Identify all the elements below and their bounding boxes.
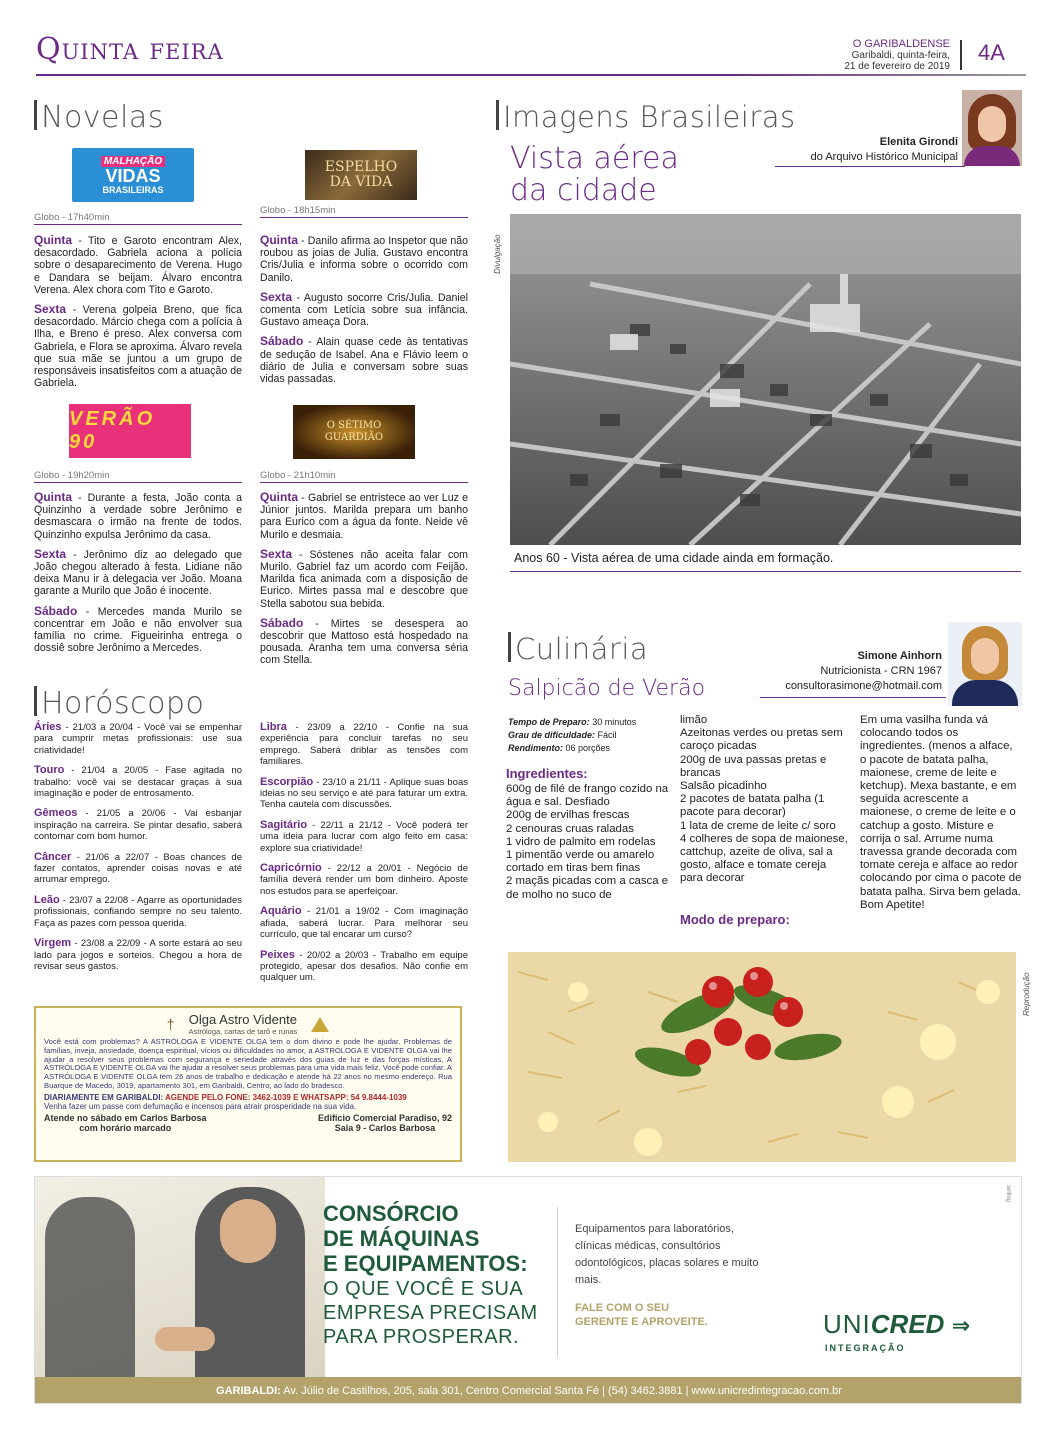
synopsis-entry: Sexta - Sóstenes não aceita falar com Murilo. Gabriel faz um acordo com Feijão. Marilda fica animada com a disposição de Eurico. Mirtes passa mal e descobre que Stella sabotou sua bebida. (260, 546, 468, 610)
synopsis-entry: Quinta - Durante a festa, João conta a Quinzinho a verdade sobre Jerônimo e desmascara o irmão na frente de todos. Quinzinho expulsa Jerônimo da casa. (34, 490, 242, 541)
dateline-1: Garibaldi, quinta-feira, (851, 50, 950, 61)
unicred-headline (323, 1201, 528, 1276)
headline-line-1: Vista aérea (510, 141, 679, 176)
horoscopo-title (34, 686, 204, 721)
author-name: Elenita Girondi (879, 136, 958, 148)
synopsis-entry: Quinta - Danilo afirma ao Inspetor que não roubou as joias de Julia. Gustavo encontra Cris/Julia e informa sobre o ocorrido com Danilo. (260, 233, 468, 284)
unicred-footer (35, 1377, 1022, 1404)
page-number: 4A (978, 40, 1005, 65)
show-time: Globo - 19h20min (34, 470, 242, 483)
imagens-title (496, 100, 796, 134)
olga-address-1: Edifício Comercial Paradiso, 92 (317, 1112, 452, 1123)
show-time: Globo - 17h40min (34, 212, 242, 225)
verao-logo-text: VERÃO 90 (69, 408, 156, 453)
unicred-footer-text: Av. Júlio de Castilhos, 205, sala 301, Centro Comercial Santa Fé | (54) 3462.3881 | www.unicredintegracao.com.br (280, 1385, 842, 1397)
horoscope-entry: Touro - 21/04 a 20/05 - Fase agitada no trabalho: você vai se destacar graças à sua imaginação e poder de entrosamento. (34, 764, 242, 800)
synopsis-entry: Sábado - Alain quase cede às tentativas de sedução de Isabel. Ana e Flávio leem o diário de Julia e conversam sobre suas vidas passadas. (260, 334, 468, 386)
synopsis-entry: Sábado - Mercedes manda Murilo se concentrar em João e não envolver sua família no crime. Figueirinha entrega o dossiê sobre Jerônimo a Mercedes. (34, 603, 242, 655)
headline-line: DE MÁQUINAS (323, 1226, 480, 1251)
headline-line-2: da cidade (510, 173, 657, 208)
show-time: Globo - 18h15min (260, 205, 468, 218)
novelas-title-text: Novelas (41, 100, 164, 135)
show-synopsis (34, 491, 242, 654)
ingredients-column-1 (506, 783, 672, 902)
preparo-paragraph: Em uma vasilha funda vá colocando todos os ingredientes. (menos a alface, o pacote de batata palha, maionese, creme de leite e ketchup). Mexa bastante, e em seguida acrescente a maionese, o creme de leite e o catchup a gosto. Misture e corrija o sal. Arrume numa travessa grande decorada com tomate cereja e alface ao redor colocando por cima o pacote de batata palha. Sirva bem gelada. Bom Apetite! (860, 714, 1022, 911)
saint-icon: † (166, 1016, 175, 1032)
ingredient: limão (680, 714, 708, 726)
photo-handshake (155, 1327, 215, 1351)
malhacao-logo (72, 148, 194, 202)
olga-ad-header (44, 1012, 452, 1036)
recipe-author-role: Nutricionista - CRN 1967 (820, 665, 942, 677)
espelho-logo-text: ESPELHO DA VIDA (324, 159, 398, 190)
title-bar (34, 686, 37, 716)
olga-ad-invite: Venha fazer um passe com defumação e incensos para atrair prosperidade na sua vida. (44, 1101, 357, 1111)
horoscope-entry: Áries - 21/03 a 20/04 - Você vai se empenhar para cumprir metas profissionais: use sua criatividade! (34, 721, 242, 756)
olga-ad-body: Você está com problemas? A ASTRÓLOGA E VIDENTE OLGA tem o dom divino e pode lhe ajudar. Problemas de famílias, inveja, ansiedade, doença espiritual, vícios ou dificuldades no amor, a ASTRÓLOGA E VIDENTE OLGA vai lhe ajudar a resolver seus problemas com segurança e seriedade através dos guias de luz e das forças místicas, A ASTRÓLOGA E VIDENTE OLGA vai lhe ajudar a resolver seus problemas para uma vida mais feliz. Você pode confiar. A ASTRÓLOGA E VIDENTE OLGA tem 26 anos de trabalho e dedicação e atende há 22 anos no mesmo endereço. Rua Buarque de Macedo, 3019, apartamento 301, em Garibaldi, Centro, ao lado do bradesco. (44, 1037, 452, 1090)
setimo-guardiao-logo (293, 405, 415, 459)
horoscope-column-left (34, 722, 242, 972)
recipe-meta (508, 716, 678, 755)
unicred-logo-icon: ⇒ (951, 1313, 971, 1338)
horoscope-entry: Leão - 23/07 a 22/08 - Agarre as oportunidades profissionais, confiando sempre no seu talento. Faça as pazes com pessoa querida. (34, 893, 242, 929)
malhacao-logo-top: MALHAÇÃO (101, 156, 165, 167)
ingredient: 1 vidro de palmito em rodelas (506, 835, 656, 848)
unicred-footer-city: GARIBALDI: (216, 1385, 281, 1397)
recipe-author-rule (760, 697, 946, 698)
culinaria-title (508, 632, 648, 666)
show-synopsis (260, 234, 468, 385)
preparo-text (860, 714, 1022, 912)
eye-triangle-icon (311, 1017, 329, 1032)
recipe-title: Salpicão de Verão (508, 676, 706, 701)
unicred-ad-photo (35, 1177, 325, 1377)
author-rule (775, 166, 965, 167)
horoscope-entry: Gêmeos - 21/05 a 20/06 - Vai esbanjar inspiração na carreira. Se pintar desafio, saberá contornar com bom humor. (34, 807, 242, 843)
olga-contact-prefix: DIARIAMENTE EM GARIBALDI: (44, 1092, 166, 1102)
section-name: Quinta feira (36, 32, 224, 67)
recipe-meta-row: Rendimento: 06 porções (508, 743, 611, 753)
subheadline-line: O QUE VOCÊ E SUA (323, 1278, 524, 1300)
horoscopo-title-text: Horóscopo (41, 686, 205, 721)
olga-saturday-1: Atende no sábado em Carlos Barbosa (44, 1112, 207, 1123)
ingredient: 1 pimentão verde ou amarelo cortado em tiras bem finas (506, 849, 655, 875)
synopsis-entry: Sábado - Mirtes se desespera ao descobrir que Mattoso está hospedado na pousada. Aranha tem uma conversa séria com Stella. (260, 615, 468, 667)
ingredient: 600g de filé de frango cozido na água e sal. Desfiado (506, 783, 669, 809)
photo-figure-left (45, 1197, 135, 1377)
unicred-logo-uni: UNI (823, 1309, 871, 1339)
article-headline (510, 143, 679, 207)
subheadline-line: PARA PROSPERAR. (323, 1326, 520, 1348)
header-divider (960, 40, 962, 70)
headline-line: E EQUIPAMENTOS: (323, 1251, 528, 1276)
olga-ad-tagline: Astróloga, cartas de tarô e runas (188, 1027, 298, 1036)
unicred-cta (575, 1301, 708, 1329)
ingredient: 200g de uva passas pretas e brancas (680, 753, 827, 779)
title-bar (34, 100, 37, 130)
horoscope-entry: Capricórnio - 22/12 a 20/01 - Negócio de família deverá render um bom dinheiro. Aposte nos estudos para se aperfeiçoar. (260, 862, 468, 897)
paper-name: O GARIBALDENSE (852, 38, 950, 50)
header-rule (36, 74, 1026, 76)
imagens-title-text: Imagens Brasileiras (503, 100, 796, 134)
culinaria-title-text: Culinária (515, 632, 649, 666)
ingredient: Azeitonas verdes ou pretas sem caroço picadas (680, 727, 843, 753)
synopsis-entry: Quinta - Gabriel se entristece ao ver Luz e Júnior juntos. Marilda prepara um banho para Eurico com a água da fonte. Neide vê Murilo e desmaia. (260, 490, 468, 541)
ingredient: 200g de ervilhas frescas (506, 809, 630, 822)
author-body (964, 146, 1020, 166)
recipe-photo-credit: Reprodução (1022, 972, 1031, 1016)
ingredient: 2 cenouras cruas raladas (506, 822, 634, 835)
recipe-meta-row: Grau de dificuldade: Fácil (508, 730, 617, 740)
preparo-label: Modo de preparo: (680, 912, 790, 927)
aerial-photo (510, 214, 1021, 545)
horoscope-entry: Virgem - 23/08 a 22/09 - A sorte estará ao seu lado para jogos e sorteios. Chegou a hora de revisar seus gastos. (34, 937, 242, 972)
recipe-photo (508, 952, 1016, 1162)
ingredient: Salsão picadinho (680, 780, 767, 793)
horoscope-entry: Libra - 23/09 a 22/10 - Confie na sua experiência para concluir tarefas no seu emprego. Saberá driblar as tensões com familiares. (260, 721, 468, 768)
unicred-divider (557, 1207, 558, 1357)
horoscope-entry: Escorpião - 23/10 a 21/11 - Aplique suas boas ideias no seu serviço e até para faturar um extra. Tenha cautela com discussões. (260, 775, 468, 811)
aerial-photo-image (510, 214, 1021, 545)
show-synopsis (260, 491, 468, 667)
horoscope-entry: Aquário - 21/01 a 19/02 - Com imaginação afiada, saberá lucrar. Para melhorar seu currículo, que tal encarar um curso? (260, 905, 468, 941)
author-role: do Arquivo Histórico Municipal (810, 151, 958, 163)
ingredients-column-2 (680, 714, 848, 886)
recipe-author-photo (948, 622, 1022, 706)
show-time: Globo - 21h10min (260, 470, 468, 483)
unicred-ad (34, 1176, 1022, 1404)
ingredient: 4 colheres de sopa de maionese, cattchup, azeite de oliva, sal a gosto, alface e tomate cereja para decorar (680, 832, 848, 885)
novelas-title (34, 100, 164, 135)
recipe-author-email[interactable]: consultorasimone@hotmail.com (785, 680, 942, 692)
cta-line: GERENTE E APROVEITE. (575, 1316, 708, 1328)
olga-contact: AGENDE PELO FONE: 3462-1039 E WHATSAPP: 54 9.8444-1039 (165, 1092, 407, 1102)
setimo-logo-text: O SÉTIMO GUARDIÃO (324, 420, 384, 443)
espelho-da-vida-logo (305, 150, 417, 200)
horoscope-column-right (260, 722, 468, 984)
olga-ad-name: Olga Astro Vidente (188, 1012, 297, 1027)
olga-address-2: Sala 9 - Carlos Barbosa (334, 1122, 436, 1133)
photo-face-right (220, 1199, 276, 1263)
synopsis-entry: Sexta - Augusto socorre Cris/Julia. Daniel comenta com Letícia sobre sua infância. Gustavo ameaça Dora. (260, 289, 468, 329)
verao-90-logo (69, 404, 191, 458)
unicred-logo-cred: CRED (870, 1309, 945, 1339)
recipe-meta-row: Tempo de Preparo: 30 minutos (508, 717, 637, 727)
synopsis-entry: Quinta - Tito e Garoto encontram Alex, desacordado. Gabriela aciona a polícia sobre o desaparecimento de Verena. Hugo e Dandara se beijam. Álvaro encontra Verena. Alex chora com Tito e Garoto. (34, 233, 242, 296)
unicred-subheadline (323, 1277, 538, 1349)
title-bar (496, 100, 499, 130)
show-synopsis (34, 234, 242, 389)
horoscope-entry: Sagitário - 22/11 a 21/12 - Você poderá ter uma ideia para lucrar com algo feito em casa: explore sua criatividade! (260, 818, 468, 854)
malhacao-logo-main: VIDAS (105, 165, 161, 186)
photo-credit: Divulgação (493, 234, 502, 274)
ingredient: 2 maçãs picadas com a casca e de molho no suco de (506, 875, 669, 901)
recipe-author: Simone Ainhorn (857, 650, 942, 662)
headline-line: CONSÓRCIO (323, 1201, 459, 1226)
unicred-logo-sub: INTEGRAÇÃO (825, 1343, 906, 1353)
dateline-2: 21 de fevereiro de 2019 (844, 61, 950, 72)
malhacao-logo-sub: BRASILEIRAS (102, 184, 164, 195)
caption-rule (510, 571, 1021, 572)
olga-saturday-2: com horário marcado (79, 1122, 172, 1133)
ingredient: 2 pacotes de batata palha (1 pacote para decorar) (680, 793, 825, 819)
olga-ad (34, 1006, 462, 1162)
unicred-logo (823, 1309, 970, 1340)
ingredients-label: Ingredientes: (506, 766, 588, 781)
salpicao-image (508, 952, 1016, 1162)
title-bar (508, 632, 511, 662)
recipe-author-body (952, 680, 1018, 706)
unicred-description: Equipamentos para laboratórios, clínicas médicas, consultórios odontológicos, placas solares e muito mais. (575, 1223, 759, 1286)
subheadline-line: EMPRESA PRECISAM (323, 1302, 538, 1324)
photo-caption: Anos 60 - Vista aérea de uma cidade ainda em formação. (514, 551, 834, 565)
cta-line: FALE COM O SEU (575, 1302, 670, 1314)
recipe-author-face (971, 638, 999, 674)
author-face (978, 106, 1006, 142)
ingredient: 1 lata de creme de leite c/ soro (680, 819, 836, 832)
synopsis-entry: Sexta - Jerônimo diz ao delegado que João chegou alterado à festa. Lidiane não deixa Manu ir à delegacia ver João. Moana garante a Murilo que João é inocente. (34, 546, 242, 598)
olga-ad-contact (44, 1093, 452, 1102)
unicred-tag: selling (1005, 1185, 1011, 1203)
author-photo (962, 90, 1022, 166)
synopsis-entry: Sexta - Verena golpeia Breno, que fica desacordado. Márcio chega com a polícia à Ilha, e Breno é preso. Alex conversa com Gabriela, e Flora se aproxima. Álvaro revela que sua mãe se juntou a um grupo de responsáveis insatisfeitos com a atuação de Gabriela. (34, 302, 242, 390)
horoscope-entry: Câncer - 21/06 a 22/07 - Boas chances de fazer contatos, aprender coisas novas e até arrumar emprego. (34, 850, 242, 886)
horoscope-entry: Peixes - 20/02 a 20/03 - Trabalho em equipe protegido, apesar dos desafios. Não confie em qualquer um. (260, 948, 468, 984)
